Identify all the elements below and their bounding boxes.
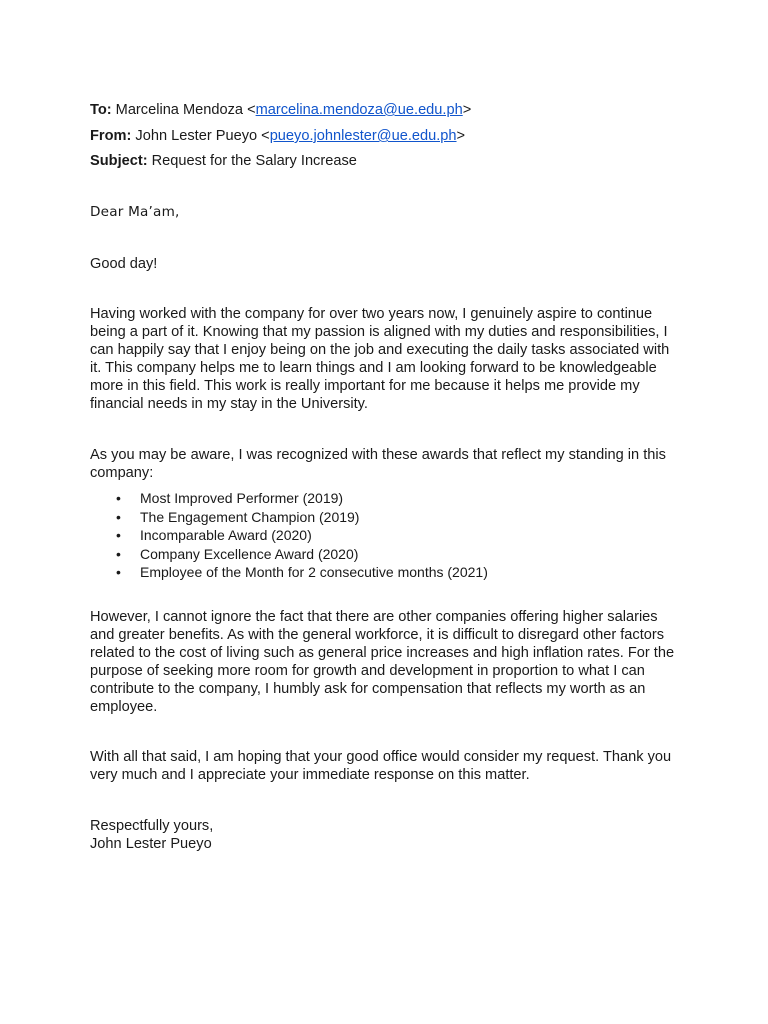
paragraph-compensation: However, I cannot ignore the fact that there are other companies offering higher salaries and greater benefits. As with the general workforce, it is difficult to disregard other factors related to the cost of living such as general price increases and high inflation rates. For the purpose of seeking more room for growth and development in proportion to what I can contribute to the company, I humbly ask for compensation that reflects my worth as an employee. xyxy=(90,609,675,716)
from-email-link[interactable]: pueyo.johnlester@ue.edu.ph xyxy=(269,128,457,144)
to-close: > xyxy=(462,102,472,118)
list-item: • Most Improved Performer (2019) xyxy=(116,489,488,508)
paragraph-intro: Having worked with the company for over two years now, I genuinely aspire to continue being a part of it. Knowing that my passion is aligned with my duties and responsibilities, I can happily say that I enjoy being on the job and executing the daily tasks associated with it. This company helps me to learn things and I am looking forward to be knowledgeable more in this field. This work is really important for me because it helps me provide my financial needs in my stay in the University. xyxy=(90,306,670,413)
from-close: > xyxy=(456,128,466,144)
awards-list xyxy=(116,489,488,582)
closing: Respectfully yours, xyxy=(90,818,214,834)
subject-label: Subject: xyxy=(90,153,148,169)
to-email-link[interactable]: marcelina.mendoza@ue.edu.ph xyxy=(255,102,463,118)
subject-text: Request for the Salary Increase xyxy=(147,153,357,169)
to-name: Marcelina Mendoza < xyxy=(111,102,256,118)
list-item: • Employee of the Month for 2 consecutive months (2021) xyxy=(116,563,488,582)
subject-line xyxy=(90,152,357,170)
to-label: To: xyxy=(90,102,112,118)
from-label: From: xyxy=(90,128,132,144)
list-item: • Company Excellence Award (2020) xyxy=(116,545,488,564)
from-name: John Lester Pueyo < xyxy=(131,128,270,144)
list-item: • The Engagement Champion (2019) xyxy=(116,508,488,527)
signature: John Lester Pueyo xyxy=(90,836,212,852)
paragraph-closing-request: With all that said, I am hoping that your good office would consider my request. Thank you very much and I appreciate your immediate response on this matter. xyxy=(90,749,672,784)
from-line xyxy=(90,127,465,145)
paragraph-awards-intro: As you may be aware, I was recognized with these awards that reflect my standing in this company: xyxy=(90,447,666,482)
greeting: Good day! xyxy=(90,256,158,272)
to-line xyxy=(90,101,471,119)
salutation: Dear Ma’am, xyxy=(90,204,180,220)
list-item: • Incomparable Award (2020) xyxy=(116,526,488,545)
letter-page xyxy=(90,0,690,1024)
